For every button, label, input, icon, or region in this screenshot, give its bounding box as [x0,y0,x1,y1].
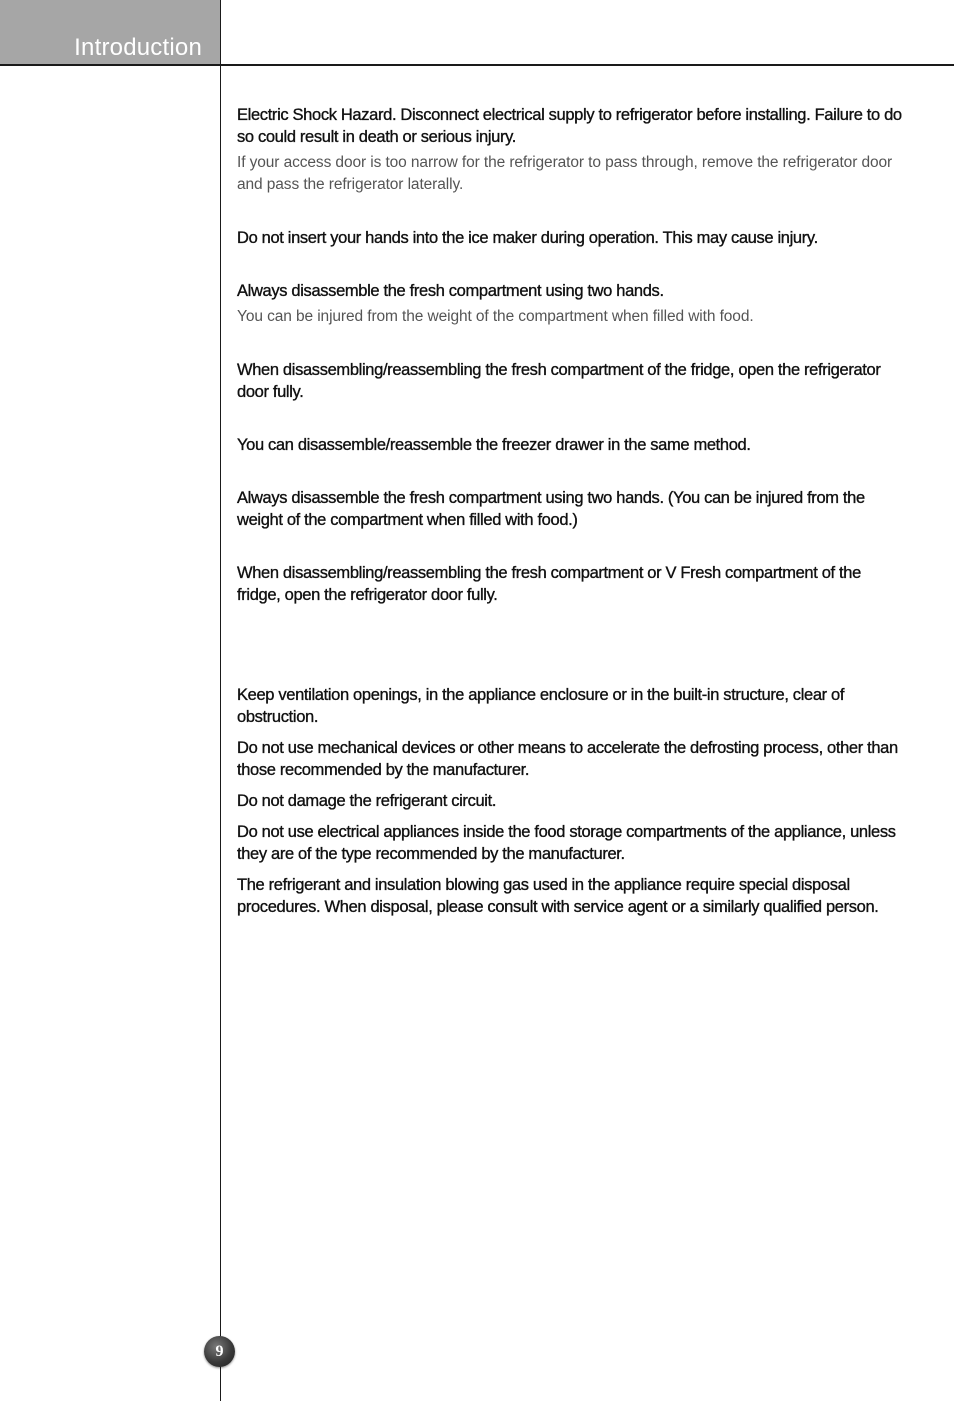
warning-text: Always disassemble the fresh compartment using two hands. [237,282,664,300]
warning-block [237,359,905,403]
warning-text: Do not insert your hands into the ice maker during operation. This may cause injury. [237,229,818,247]
warning-block [237,104,905,196]
warning-block [237,227,905,249]
safety-rules [237,684,905,918]
page-number-badge [204,1336,235,1367]
warning-text: Always disassemble the fresh compartment using two hands. (You can be injured from the weight of the compartment when filled with food.) [237,489,865,529]
page-number: 9 [215,1342,224,1360]
warning-text: Electric Shock Hazard. Disconnect electrical supply to refrigerator before installing. Failure to do so could result in death or serious injury. [237,106,902,146]
page-content [237,104,905,927]
warning-block [237,487,905,531]
warning-block [237,434,905,456]
warning-text: When disassembling/reassembling the fresh compartment or V Fresh compartment of the fridge, open the refrigerator door fully. [237,564,861,604]
warning-note: You can be injured from the weight of the compartment when filled with food. [237,308,754,325]
section-title: Introduction [74,34,202,61]
rule-item: Do not use electrical appliances inside the food storage compartments of the appliance, unless they are of the type recommended by the manufacturer. [237,823,896,863]
margin-divider [220,0,221,1401]
warning-block [237,280,905,328]
warning-text: You can disassemble/reassemble the freezer drawer in the same method. [237,436,751,454]
section-spacer [237,637,905,684]
rule-item: Keep ventilation openings, in the appliance enclosure or in the built-in structure, clear of obstruction. [237,686,845,726]
rule-item: Do not use mechanical devices or other means to accelerate the defrosting process, other than those recommended by the manufacturer. [237,739,898,779]
warning-block [237,562,905,606]
section-header-tab [0,0,220,65]
rule-item: The refrigerant and insulation blowing gas used in the appliance require special disposal procedures. When disposal, please consult with service agent or a similarly qualified person. [237,876,879,916]
warning-text: When disassembling/reassembling the fresh compartment of the fridge, open the refrigerator door fully. [237,361,881,401]
warning-note: If your access door is too narrow for the refrigerator to pass through, remove the refrigerator door and pass the refrigerator laterally. [237,154,893,193]
header-divider [0,64,954,66]
rule-item: Do not damage the refrigerant circuit. [237,792,497,810]
